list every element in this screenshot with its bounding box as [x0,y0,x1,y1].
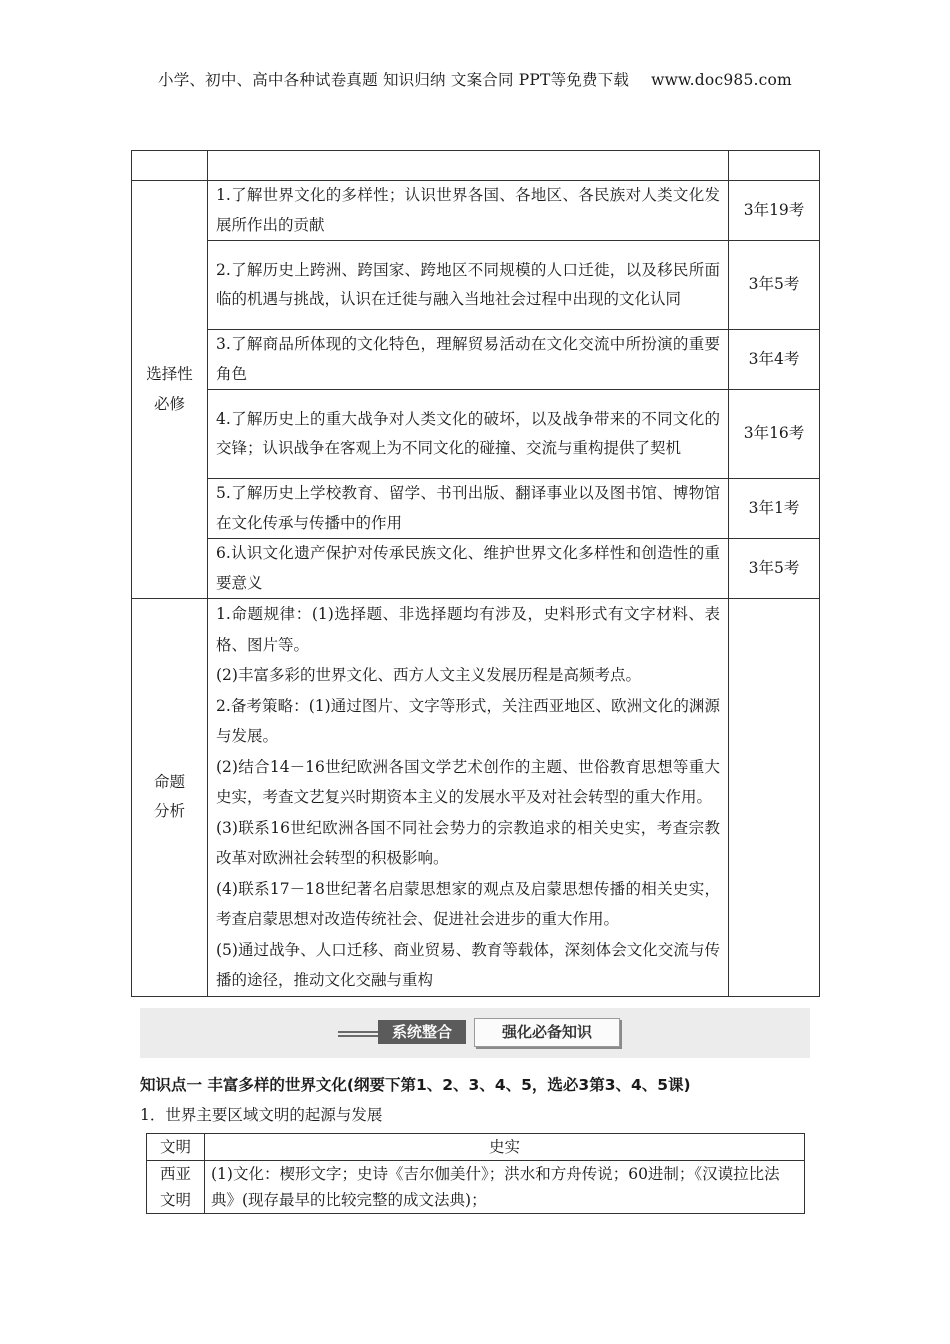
exam-frequency: 3年16考 [729,390,820,479]
header-text: 小学、初中、高中各种试卷真题 知识归纳 文案合同 PPT等免费下载 [158,71,630,89]
table-row [132,181,820,241]
analysis-row [132,599,820,997]
table-row [132,241,820,330]
banner-left-label: 系统整合 [378,1020,466,1044]
analysis-paragraph: (2)结合14－16世纪欧洲各国文学艺术创作的主题、世俗教育思想等重大史实，考查文艺复兴时期资本主义的发展水平及对社会转型的重大作用。 [216,757,720,806]
banner-right-label: 强化必备知识 [474,1018,620,1047]
exam-frequency: 3年4考 [729,330,820,390]
requirement-text: 4.了解历史上的重大战争对人类文化的破坏，以及战争带来的不同文化的交锋；认识战争在客观上为不同文化的碰撞、交流与重构提供了契机 [208,390,729,479]
exam-frequency: 3年19考 [729,181,820,241]
column-header: 史实 [205,1134,805,1161]
exam-frequency: 3年5考 [729,539,820,599]
requirement-text: 6.认识文化遗产保护对传承民族文化、维护世界文化多样性和创造性的重要意义 [208,539,729,599]
section-banner [140,1008,810,1058]
analysis-category-cell: 命题 分析 [132,599,208,997]
banner-group [338,1020,610,1044]
analysis-paragraph: 2.备考策略：(1)通过图片、文字等形式，关注西亚地区、欧洲文化的渊源与发展。 [216,696,720,745]
exam-frequency: 3年5考 [729,241,820,330]
requirement-text: 5.了解历史上学校教育、留学、书刊出版、翻译事业以及图书馆、博物馆在文化传承与传播中的作用 [208,479,729,539]
category-cell: 选择性 必修 [132,181,208,599]
requirement-text: 3.了解商品所体现的文化特色，理解贸易活动在文化交流中所扮演的重要角色 [208,330,729,390]
table-header-row [132,151,820,181]
section-subtitle: 1．世界主要区域文明的起源与发展 [140,1106,383,1124]
column-header: 文明 [147,1134,205,1161]
analysis-paragraph: (4)联系17－18世纪著名启蒙思想家的观点及启蒙思想传播的相关史实，考查启蒙思想对改造传统社会、促进社会进步的重大作用。 [216,879,720,928]
banner-rule [338,1031,382,1037]
civilization-facts: (1)文化：楔形文字；史诗《吉尔伽美什》；洪水和方舟传说；60进制；《汉谟拉比法典》(现存最早的比较完整的成文法典)； [205,1161,805,1214]
analysis-paragraph: (5)通过战争、人口迁移、商业贸易、教育等载体，深刻体会文化交流与传播的途径，推动文化交融与重构 [216,940,720,989]
page-header [0,68,950,90]
exam-frequency: 3年1考 [729,479,820,539]
table-row [147,1161,805,1214]
analysis-content [208,599,729,997]
analysis-paragraph: 1.命题规律：(1)选择题、非选择题均有涉及，史料形式有文字材料、表格、图片等。 [216,605,720,654]
table-row [132,479,820,539]
table-header-row [147,1134,805,1161]
requirement-text: 1.了解世界文化的多样性；认识世界各国、各地区、各民族对人类文化发展所作出的贡献 [208,181,729,241]
requirement-text: 2.了解历史上跨洲、跨国家、跨地区不同规模的人口迁徙，以及移民所面临的机遇与挑战，认识在迁徙与融入当地社会过程中出现的文化认同 [208,241,729,330]
header-site-link[interactable]: www.doc985.com [651,71,792,89]
knowledge-point-title: 知识点一 丰富多样的世界文化(纲要下第1、2、3、4、5，选必3第3、4、5课) [140,1076,691,1094]
analysis-paragraph: (2)丰富多彩的世界文化、西方人文主义发展历程是高频考点。 [216,666,641,684]
civilization-table [146,1133,805,1214]
table-row [132,330,820,390]
civilization-name: 西亚 文明 [147,1161,205,1214]
requirements-table [131,150,820,997]
table-row [132,539,820,599]
analysis-paragraph: (3)联系16世纪欧洲各国不同社会势力的宗教追求的相关史实，考查宗教改革对欧洲社会转型的积极影响。 [216,818,720,867]
table-row [132,390,820,479]
